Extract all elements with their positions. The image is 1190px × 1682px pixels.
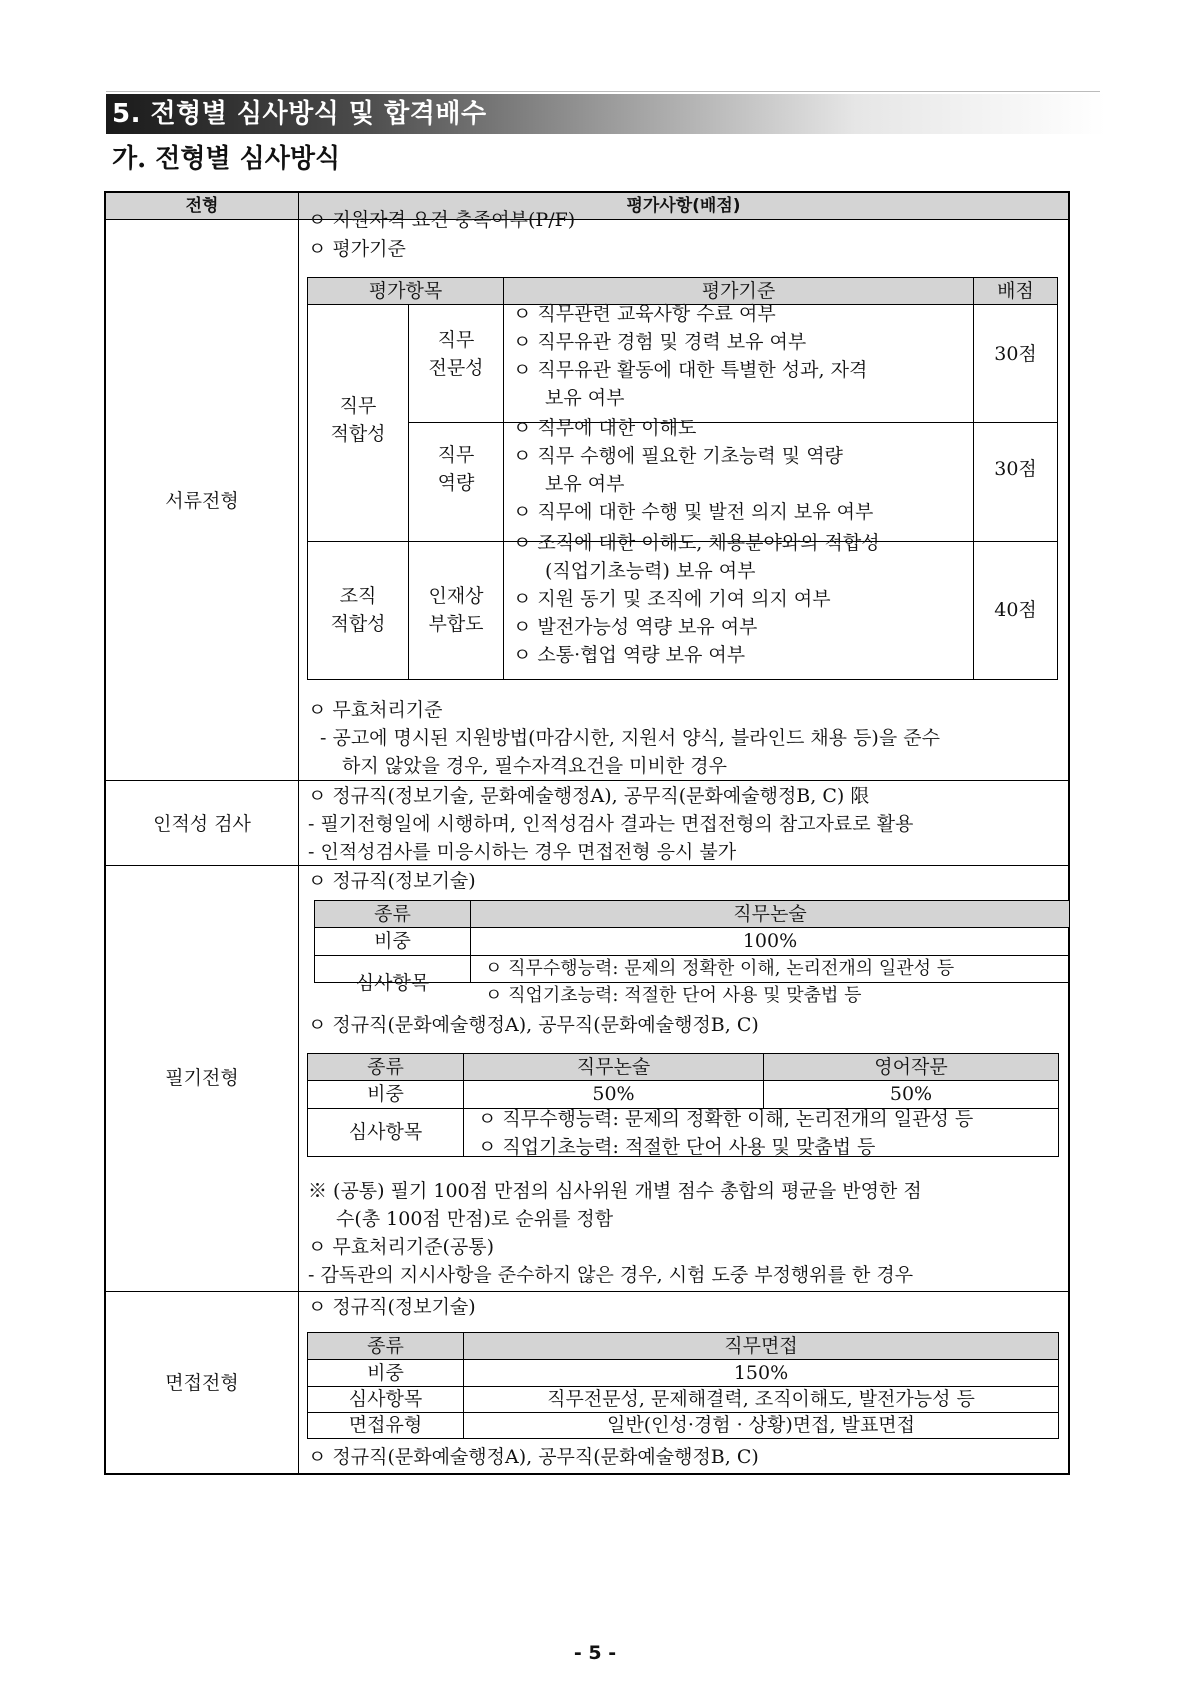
competency-label: 역량 [437,472,475,494]
sub-header-item: 평가항목 [368,280,443,302]
written-it-weight-value: 100% [742,930,798,952]
interview-kind-label: 종류 [367,1335,404,1357]
section-title: 5. 전형별 심사방식 및 합격배수 [112,99,487,129]
aptitude-line: - 인적성검사를 미응시하는 경우 면접전형 응시 불가 [308,841,737,863]
expertise-score: 30점 [994,343,1037,365]
interview-type-label: 면접유형 [348,1414,423,1436]
written-it-title: ㅇ 정규직(정보기술) [308,870,476,892]
document-criteria-table [307,277,1058,680]
written-arts-kind-value: 영어작문 [874,1056,948,1078]
row-label-document: 서류전형 [165,490,239,512]
written-arts-weight-value: 50% [592,1083,635,1105]
written-it-items-label: 심사항목 [355,972,430,994]
invalid-criteria: ㅇ 무효처리기준 [308,699,443,721]
interview-kind-value: 직무면접 [724,1335,798,1357]
org-fit-label: 조직 [339,585,377,607]
interview-weight-value: 150% [733,1362,789,1384]
written-arts-items-label: 심사항목 [348,1121,423,1143]
job-fit-label: 적합성 [330,423,386,445]
row-label-aptitude: 인적성 검사 [153,813,251,835]
written-it-kind-value: 직무논술 [733,903,807,925]
competency-criteria: ㅇ 직무에 대한 이해도 [513,417,697,439]
interview-type-value: 일반(인성·경험 · 상황)면접, 발표면접 [606,1414,916,1436]
row-divider [106,1291,1068,1292]
sub-header-criteria: 평가기준 [701,280,776,302]
table-column-divider [298,193,299,1473]
sub-header-score: 배점 [997,280,1034,302]
invalid-criteria: - 공고에 명시된 지원방법(마감시한, 지원서 양식, 블라인드 채용 등)을 준수 [320,727,940,749]
subsection-title: 가. 전형별 심사방식 [112,144,341,174]
talent-criteria: ㅇ 소통·협업 역량 보유 여부 [513,644,746,666]
row-divider [106,780,1068,781]
expertise-criteria: ㅇ 직무관련 교육사항 수료 여부 [513,303,776,325]
header-criteria: 평가사항(배점) [626,196,741,216]
written-arts-item: ㅇ 직업기초능력: 적절한 단어 사용 및 맞춤법 등 [478,1136,876,1158]
document-item: ㅇ 평가기준 [308,238,406,260]
written-it-weight-label: 비중 [374,930,411,952]
written-it-item: ㅇ 직업기초능력: 적절한 단어 사용 및 맞춤법 등 [485,985,862,1006]
document-item: ㅇ 지원자격 요건 충족여부(P/F) [308,209,576,231]
talent-criteria: (직업기초능력) 보유 여부 [545,560,756,582]
written-it-item: ㅇ 직무수행능력: 문제의 정확한 이해, 논리전개의 일관성 등 [485,958,955,979]
header-rule [106,91,1100,92]
expertise-criteria: ㅇ 직무유관 활동에 대한 특별한 성과, 자격 [513,359,868,381]
aptitude-line: - 필기전형일에 시행하며, 인적성검사 결과는 면접전형의 참고자료로 활용 [308,813,914,835]
written-arts-weight-value: 50% [889,1083,933,1105]
row-label-interview: 면접전형 [165,1372,239,1394]
interview-items-value: 직무전문성, 문제해결력, 조직이해도, 발전가능성 등 [547,1388,975,1410]
expertise-criteria: 보유 여부 [545,387,625,409]
org-fit-label: 적합성 [330,613,386,635]
competency-criteria: 보유 여부 [545,473,625,495]
interview-arts-title: ㅇ 정규직(문화예술행정A), 공무직(문화예술행정B, C) [308,1446,759,1468]
written-note: 수(총 100점 만점)로 순위를 정함 [336,1208,614,1230]
written-arts-weight-label: 비중 [367,1083,404,1105]
written-it-kind-label: 종류 [374,903,411,925]
interview-items-label: 심사항목 [348,1388,423,1410]
written-it-table [314,900,1070,1006]
written-note: - 감독관의 지시사항을 준수하지 않은 경우, 시험 도중 부정행위를 한 경우 [308,1264,914,1286]
competency-label: 직무 [437,444,475,466]
interview-weight-label: 비중 [367,1362,404,1384]
competency-criteria: ㅇ 직무 수행에 필요한 기초능력 및 역량 [513,445,843,467]
interview-it-table [307,1332,1059,1439]
header-type: 전형 [185,196,219,216]
written-arts-item: ㅇ 직무수행능력: 문제의 정확한 이해, 논리전개의 일관성 등 [478,1108,974,1130]
talent-criteria: ㅇ 지원 동기 및 조직에 기여 의지 여부 [513,588,831,610]
talent-score: 40점 [994,599,1037,621]
written-arts-kind-value: 직무논술 [576,1056,651,1078]
evaluation-table [104,191,1070,1475]
talent-label: 부합도 [428,613,484,635]
criteria-divider [503,278,504,679]
competency-criteria: ㅇ 직무에 대한 수행 및 발전 의지 보유 여부 [513,501,874,523]
written-arts-table [307,1053,1059,1157]
row-label-written: 필기전형 [165,1067,239,1089]
expertise-label: 전문성 [428,357,484,379]
page-number: - 5 - [573,1642,617,1664]
written-arts-title: ㅇ 정규직(문화예술행정A), 공무직(문화예술행정B, C) [308,1014,759,1036]
job-fit-label: 직무 [339,395,377,417]
talent-label: 인재상 [428,585,484,607]
written-arts-kind-label: 종류 [367,1056,404,1078]
aptitude-line: ㅇ 정규직(정보기술, 문화예술행정A), 공무직(문화예술행정B, C) 限 [308,785,870,807]
subgroup-rule [408,422,1057,423]
talent-criteria: ㅇ 조직에 대한 이해도, 채용분야와의 적합성 [513,532,880,554]
competency-score: 30점 [994,458,1037,480]
invalid-criteria: 하지 않았을 경우, 필수자격요건을 미비한 경우 [342,755,727,777]
expertise-criteria: ㅇ 직무유관 경험 및 경력 보유 여부 [513,331,807,353]
written-note: ※ (공통) 필기 100점 만점의 심사위원 개별 점수 총합의 평균을 반영한 점 [308,1180,922,1202]
expertise-label: 직무 [437,329,475,351]
written-note: ㅇ 무효처리기준(공통) [308,1236,495,1258]
talent-criteria: ㅇ 발전가능성 역량 보유 여부 [513,616,758,638]
interview-it-title: ㅇ 정규직(정보기술) [308,1296,476,1318]
